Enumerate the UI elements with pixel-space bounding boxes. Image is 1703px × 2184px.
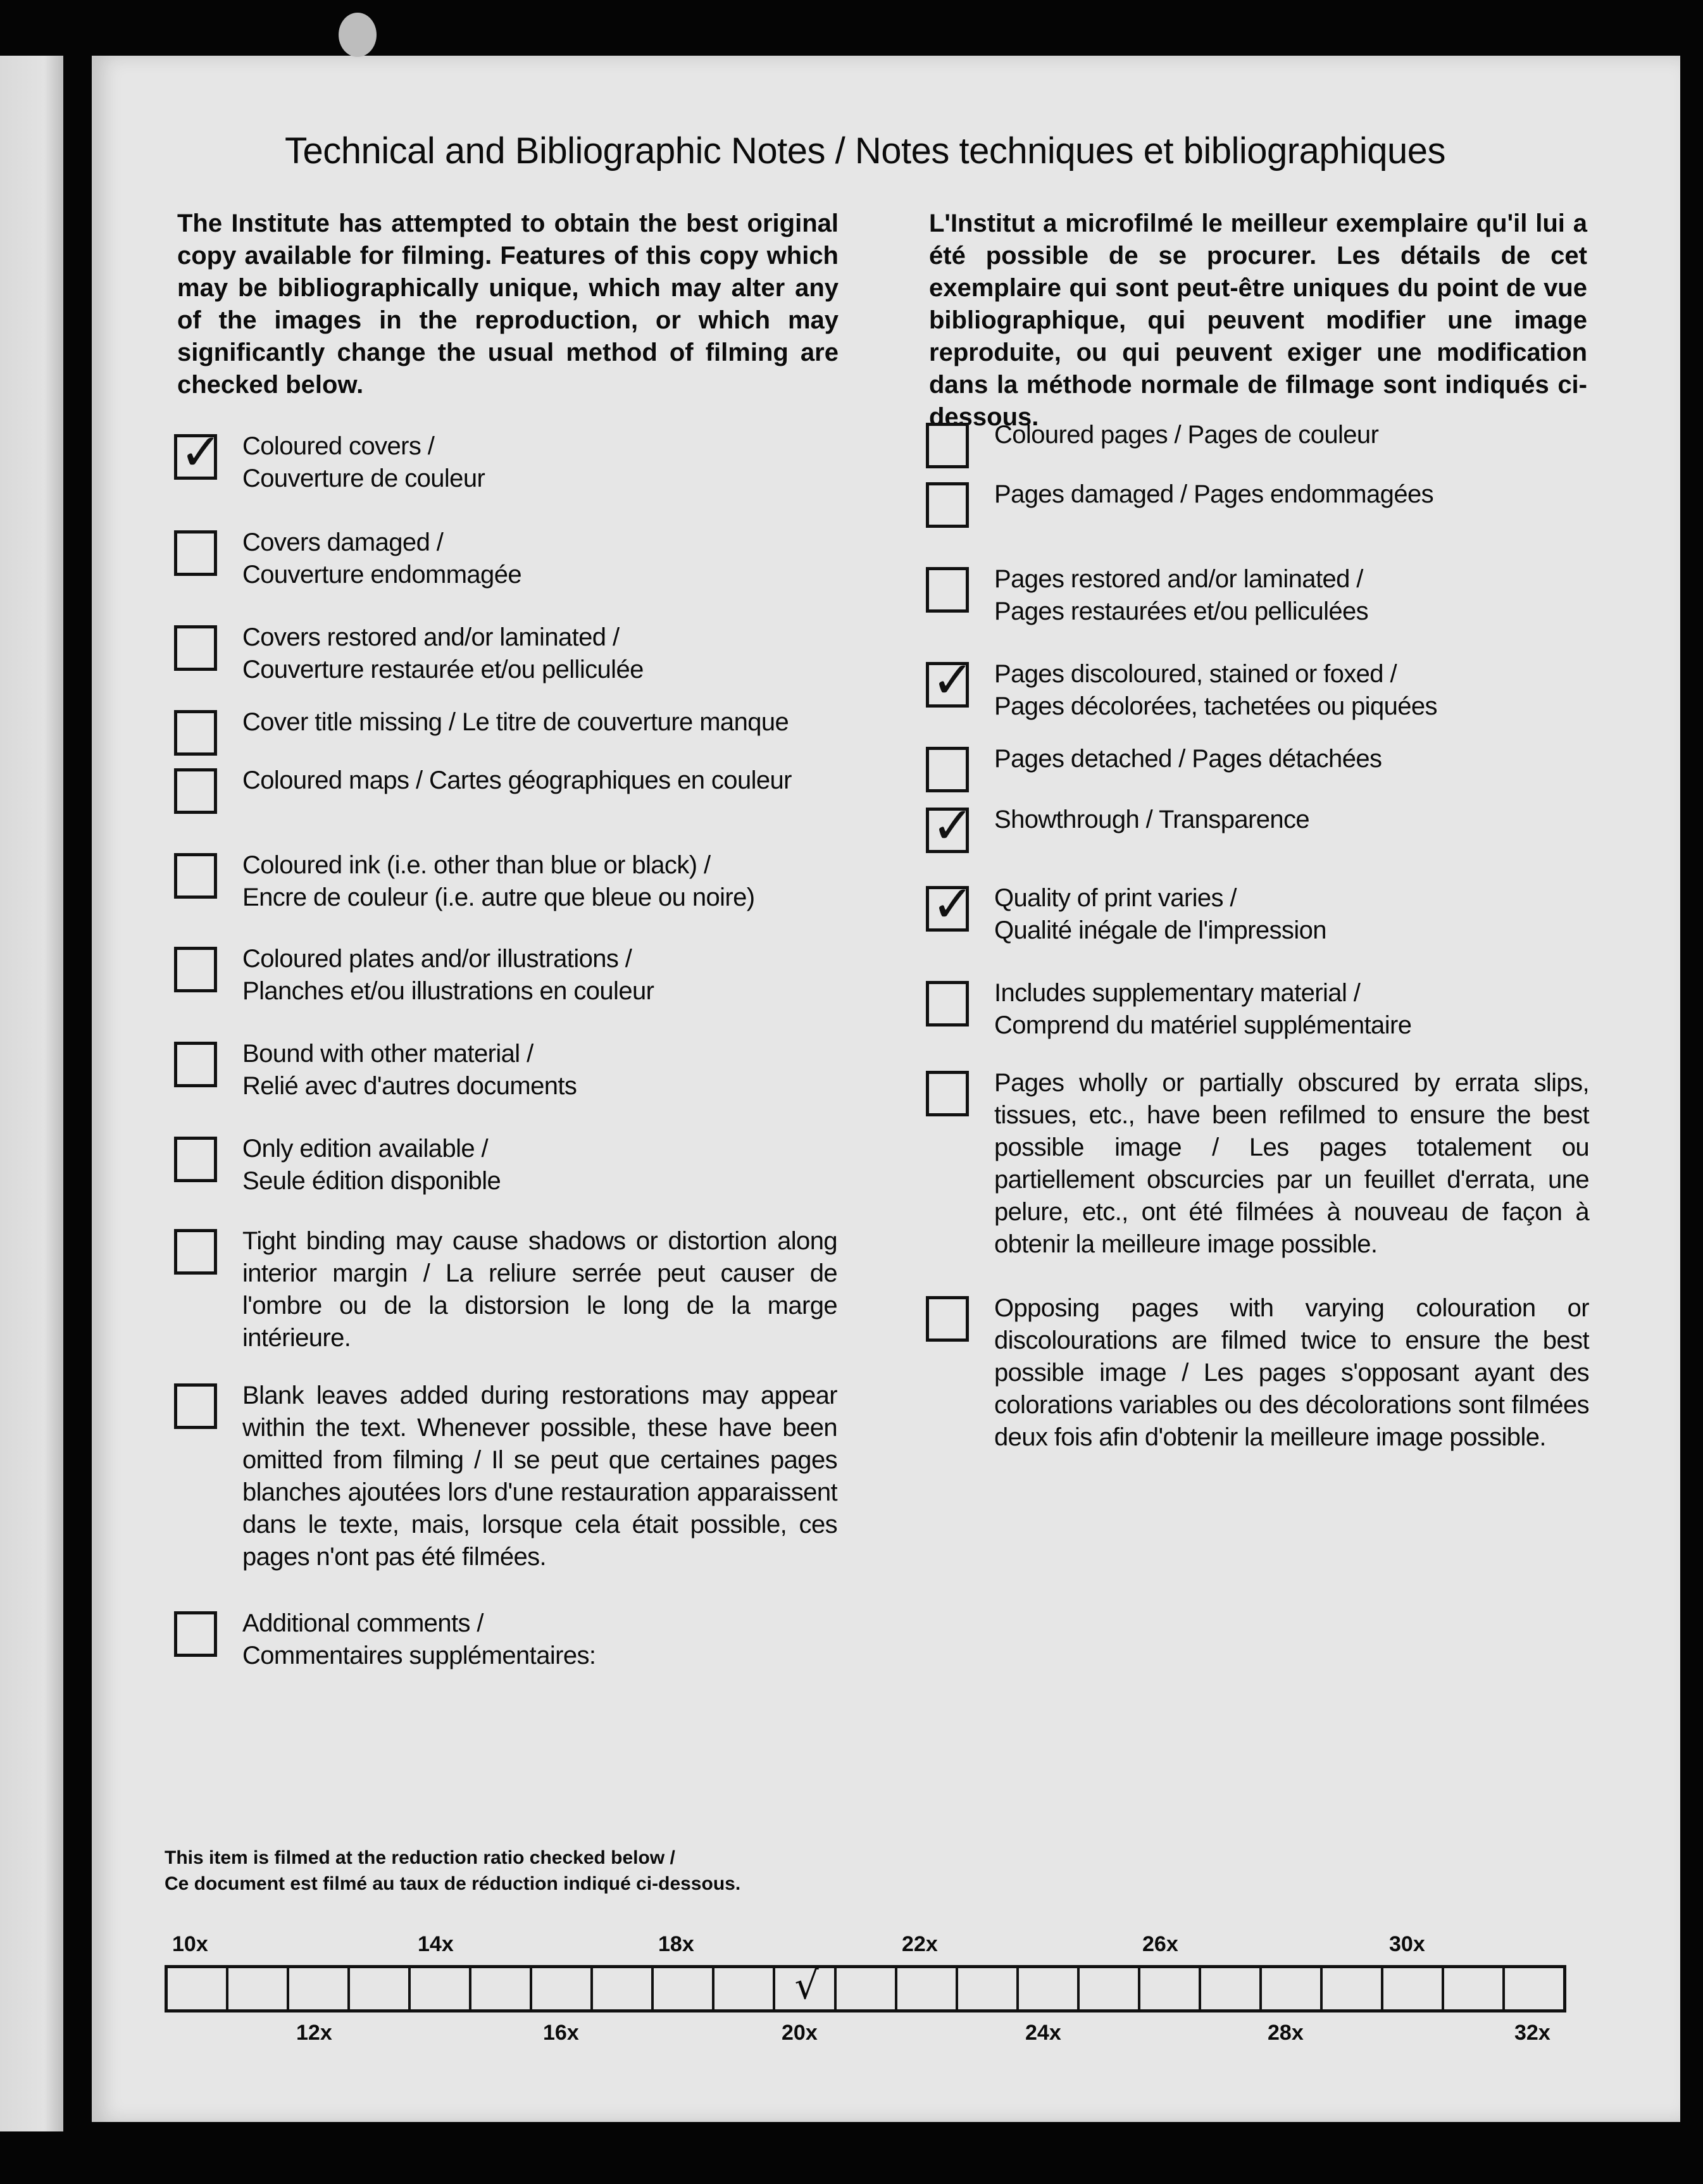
ratio-cell[interactable] xyxy=(1323,1968,1383,2009)
label-line: Blank leaves added during restorations may appear within the text. Whenever possible, these have been omitted from filming / Il se peut que certaines pages blanches ajoutées lors d'une restauration apparaissent dans le texte, mais, lorsque cela était possible, ces pages n'ont pas été filmées. xyxy=(242,1382,837,1571)
checkbox[interactable] xyxy=(926,482,969,528)
label-line: Covers damaged / xyxy=(242,528,444,556)
checkbox-label xyxy=(242,764,837,797)
label-line: Pages detached / Pages détachées xyxy=(994,745,1382,773)
label-line: Cover title missing / Le titre de couverture manque xyxy=(242,708,789,736)
checkbox-label xyxy=(994,478,1589,511)
label-line: Showthrough / Transparence xyxy=(994,806,1310,833)
checkbox[interactable] xyxy=(174,423,223,482)
label-line: Seule édition disponible xyxy=(242,1167,501,1195)
ratio-cell[interactable] xyxy=(1444,1968,1505,2009)
label-line: Comprend du matériel supplémentaire xyxy=(994,1011,1412,1039)
right-item xyxy=(926,981,1590,1042)
left-item xyxy=(174,768,839,814)
ratio-label-bottom: 20x xyxy=(782,2021,818,2045)
right-item xyxy=(926,482,1590,528)
label-line: Tight binding may cause shadows or distortion along interior margin / La reliure serrée peut causer de l'ombre ou de la distorsion le long de la marge intérieure. xyxy=(242,1227,837,1352)
label-line: Commentaires supplémentaires: xyxy=(242,1642,596,1669)
ratio-label-top: 22x xyxy=(902,1932,938,1956)
label-line: Coloured pages / Pages de couleur xyxy=(994,421,1379,449)
checkbox[interactable] xyxy=(174,1611,217,1657)
checkbox-label xyxy=(242,621,837,686)
checkbox-label xyxy=(242,1133,837,1197)
label-line: Coloured maps / Cartes géographiques en couleur xyxy=(242,766,792,794)
checkbox-label xyxy=(994,882,1589,947)
caption-french: Ce document est filmé au taux de réduction indiqué ci-dessous. xyxy=(165,1873,741,1894)
page-title: Technical and Bibliographic Notes / Notes techniques et bibliographiques xyxy=(285,130,1446,172)
left-item xyxy=(174,947,839,1008)
reduction-scale xyxy=(165,1965,1566,2012)
adjacent-page-strip xyxy=(0,56,63,2131)
ratio-cell[interactable] xyxy=(593,1968,654,2009)
checkmark-icon: ✓ xyxy=(932,796,975,855)
label-line: Includes supplementary material / xyxy=(994,979,1361,1007)
intro-french: L'Institut a microfilmé le meilleur exemplaire qu'il lui a été possible de se procurer. Les détails de cet exemplaire qui sont peut-être uniques du point de vue bibliographique, qui peuvent modifier une image reproduite, ou qui peuvent exiger une modification dans la méthode normale de filmage sont indiqués ci-dessous. xyxy=(929,209,1587,431)
ratio-cell[interactable] xyxy=(958,1968,1019,2009)
ratio-cell[interactable] xyxy=(1201,1968,1262,2009)
ratio-cell[interactable] xyxy=(471,1968,532,2009)
checkbox-label xyxy=(994,419,1589,451)
right-item xyxy=(926,423,1590,468)
checkbox[interactable] xyxy=(174,1137,217,1182)
ratio-label-top: 26x xyxy=(1142,1932,1178,1956)
checkbox-label xyxy=(242,1607,837,1672)
checkbox[interactable] xyxy=(926,567,969,613)
checkmark-icon: ✓ xyxy=(180,423,223,482)
checkbox-label xyxy=(242,706,837,739)
checkbox[interactable] xyxy=(174,625,217,671)
label-line: Pages discoloured, stained or foxed / xyxy=(994,660,1397,688)
checkbox[interactable] xyxy=(926,796,975,855)
label-line: Quality of print varies / xyxy=(994,884,1237,912)
checkbox-label xyxy=(994,563,1589,628)
label-line: Opposing pages with varying colouration or discolourations are filmed twice to ensure the best possible image / Les pages s'opposant ayant des colorations variables ou des décolorations sont filmées deux fois afin d'obtenir la meilleure image possible. xyxy=(994,1294,1589,1451)
checkbox[interactable] xyxy=(174,530,217,576)
checkbox[interactable] xyxy=(174,1042,217,1087)
checkbox[interactable] xyxy=(926,981,969,1026)
ink-blot xyxy=(339,13,377,57)
checkbox-label xyxy=(242,430,837,495)
ratio-cell[interactable] xyxy=(411,1968,471,2009)
ratio-cell[interactable] xyxy=(532,1968,593,2009)
label-line: Relié avec d'autres documents xyxy=(242,1072,577,1100)
right-item xyxy=(926,875,1590,947)
label-line: Couverture endommagée xyxy=(242,561,521,589)
reduction-ratio-caption xyxy=(165,1845,740,1897)
ratio-cell[interactable] xyxy=(168,1968,228,2009)
checkbox[interactable] xyxy=(926,423,969,468)
checkbox[interactable] xyxy=(174,768,217,814)
label-line: Pages damaged / Pages endommagées xyxy=(994,480,1434,508)
checkbox[interactable] xyxy=(926,1296,969,1342)
label-line: Additional comments / xyxy=(242,1609,483,1637)
ratio-label-bottom: 28x xyxy=(1268,2021,1304,2045)
checkbox-label xyxy=(242,849,837,914)
label-line: Only edition available / xyxy=(242,1135,489,1163)
checkbox-label xyxy=(994,977,1589,1042)
ratio-label-top: 18x xyxy=(658,1932,694,1956)
checkbox-label xyxy=(994,804,1589,836)
ratio-cell[interactable] xyxy=(897,1968,958,2009)
ratio-label-top: 10x xyxy=(172,1932,208,1956)
checkmark-icon: ✓ xyxy=(932,875,975,933)
ratio-label-top: 14x xyxy=(418,1932,454,1956)
left-item xyxy=(174,1042,839,1102)
checkbox[interactable] xyxy=(174,853,217,899)
checkmark-icon: √ xyxy=(794,1964,819,2008)
label-line: Encre de couleur (i.e. autre que bleue ou noire) xyxy=(242,883,755,911)
ratio-cell[interactable] xyxy=(350,1968,411,2009)
label-line: Couverture restaurée et/ou pelliculée xyxy=(242,656,644,683)
ratio-label-bottom: 32x xyxy=(1514,2021,1550,2045)
left-item xyxy=(174,1229,839,1354)
ratio-cell[interactable] xyxy=(775,1964,836,2009)
left-item xyxy=(174,530,839,591)
label-line: Planches et/ou illustrations en couleur xyxy=(242,977,654,1005)
right-item xyxy=(926,796,1590,855)
checkbox[interactable] xyxy=(926,651,975,709)
label-line: Covers restored and/or laminated / xyxy=(242,623,620,651)
left-item xyxy=(174,853,839,914)
intro-english: The Institute has attempted to obtain the best original copy available for filming. Features of this copy which may be bibliographically unique, which may alter any of the images in the reproduction, or which may significantly change the usual method of filming are checked below. xyxy=(177,209,839,399)
ratio-cell[interactable] xyxy=(1140,1968,1201,2009)
label-line: Couverture de couleur xyxy=(242,465,485,492)
ratio-label-bottom: 16x xyxy=(543,2021,579,2045)
caption-english: This item is filmed at the reduction ratio checked below / xyxy=(165,1847,675,1868)
right-item xyxy=(926,1296,1590,1454)
label-line: Coloured ink (i.e. other than blue or black) / xyxy=(242,851,711,879)
left-item xyxy=(174,710,839,756)
checkmark-icon: ✓ xyxy=(932,651,975,709)
checkbox[interactable] xyxy=(174,1229,217,1275)
ratio-cell[interactable] xyxy=(1080,1968,1140,2009)
ratio-cell[interactable] xyxy=(1383,1968,1444,2009)
checkbox[interactable] xyxy=(174,710,217,756)
left-item xyxy=(174,1383,839,1573)
checkbox-label xyxy=(994,1067,1589,1261)
checkbox[interactable] xyxy=(926,1071,969,1116)
ratio-cell[interactable] xyxy=(654,1968,714,2009)
right-item xyxy=(926,1071,1590,1261)
checkbox-label xyxy=(242,943,837,1008)
ratio-cell[interactable] xyxy=(714,1968,775,2009)
checkbox-label xyxy=(994,743,1589,775)
label-line: Pages restored and/or laminated / xyxy=(994,565,1363,593)
checkbox[interactable] xyxy=(174,1383,217,1429)
checkbox-label xyxy=(242,1380,837,1573)
ratio-label-bottom: 12x xyxy=(296,2021,332,2045)
checkbox-label xyxy=(242,527,837,591)
label-line: Qualité inégale de l'impression xyxy=(994,916,1326,944)
label-line: Bound with other material / xyxy=(242,1040,533,1068)
checkbox-label xyxy=(994,658,1589,723)
label-line: Coloured covers / xyxy=(242,432,435,460)
label-line: Pages wholly or partially obscured by errata slips, tissues, etc., have been refilmed to ensure the best possible image / Les pages totalement ou partiellement obscurcies par un feuillet d'errata, une pelure, etc., ont été filmées à nouveau de façon à obtenir la meilleure image possible. xyxy=(994,1069,1589,1258)
ratio-cell[interactable] xyxy=(1505,1968,1563,2009)
ratio-cell[interactable] xyxy=(837,1968,897,2009)
right-item xyxy=(926,651,1590,723)
ratio-label-bottom: 24x xyxy=(1025,2021,1061,2045)
left-item xyxy=(174,423,839,495)
ratio-label-top: 30x xyxy=(1389,1932,1425,1956)
checkbox-label xyxy=(994,1292,1589,1454)
checkbox[interactable] xyxy=(926,747,969,792)
left-item xyxy=(174,1611,839,1672)
ratio-cell[interactable] xyxy=(1019,1968,1080,2009)
left-item xyxy=(174,625,839,686)
label-line: Pages décolorées, tachetées ou piquées xyxy=(994,692,1437,720)
left-item xyxy=(174,1137,839,1197)
right-item xyxy=(926,747,1590,792)
ratio-cell[interactable] xyxy=(289,1968,350,2009)
ratio-cell[interactable] xyxy=(1262,1968,1323,2009)
label-line: Coloured plates and/or illustrations / xyxy=(242,945,632,973)
checkbox-label xyxy=(242,1038,837,1102)
ratio-cell[interactable] xyxy=(228,1968,289,2009)
right-item xyxy=(926,567,1590,628)
checkbox[interactable] xyxy=(174,947,217,992)
checkbox-label xyxy=(242,1225,837,1354)
label-line: Pages restaurées et/ou pelliculées xyxy=(994,597,1369,625)
checkbox[interactable] xyxy=(926,875,975,933)
